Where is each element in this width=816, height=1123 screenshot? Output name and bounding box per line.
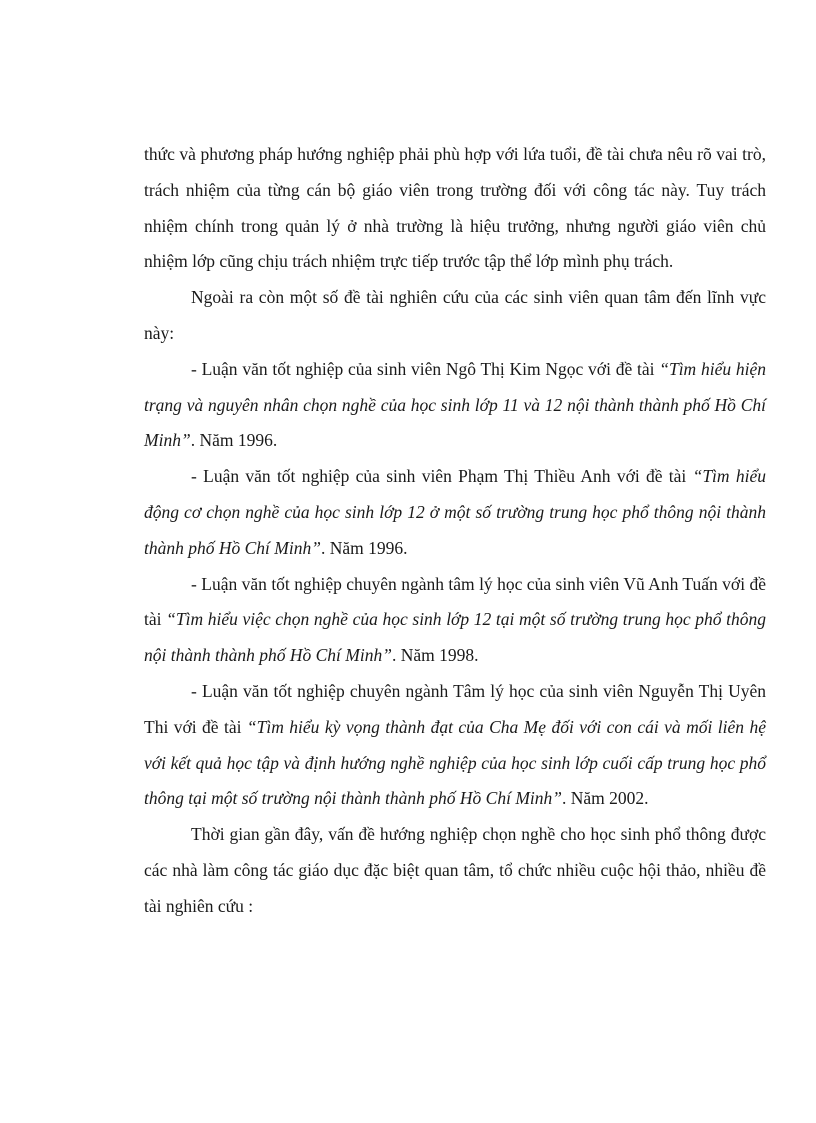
paragraph-2 xyxy=(144,280,766,352)
paragraph-3-title: “Tìm hiểu hiện trạng và nguyên nhân chọn nghề của học sinh lớp 11 và 12 nội thành thành phố Hồ Chí Minh” xyxy=(144,358,766,451)
paragraph-3-year: . Năm 1996. xyxy=(190,430,278,451)
paragraph-6-year: . Năm 2002. xyxy=(562,788,649,809)
paragraph-5 xyxy=(144,567,766,674)
body-text xyxy=(144,137,766,925)
paragraph-4 xyxy=(144,459,766,566)
paragraph-7-text: Thời gian gần đây, vấn đề hướng nghiệp chọn nghề cho học sinh phổ thông được các nhà làm công tác giáo dục đặc biệt quan tâm, tổ chức nhiều cuộc hội thảo, nhiều đề tài nghiên cứu : xyxy=(144,824,766,916)
paragraph-1-text: thức và phương pháp hướng nghiệp phải phù hợp với lứa tuổi, đề tài chưa nêu rõ vai trò, trách nhiệm của từng cán bộ giáo viên trong trường đối với công tác này. Tuy trách nhiệm chính trong quản lý ở nhà trường là hiệu trưởng, nhưng người giáo viên chủ nhiệm lớp cũng chịu trách nhiệm trực tiếp trước tập thể lớp mình phụ trách. xyxy=(144,144,766,272)
paragraph-5-title: “Tìm hiểu việc chọn nghề của học sinh lớp 12 tại một số trường trung học phổ thông nội thành thành phố Hồ Chí Minh” xyxy=(144,609,766,666)
paragraph-4-lead: - Luận văn tốt nghiệp của sinh viên Phạm Thị Thiều Anh với đề tài xyxy=(191,466,693,487)
paragraph-3 xyxy=(144,352,766,459)
paragraph-2-text: Ngoài ra còn một số đề tài nghiên cứu của các sinh viên quan tâm đến lĩnh vực này: xyxy=(144,287,766,343)
paragraph-7 xyxy=(144,817,766,924)
paragraph-1 xyxy=(144,137,766,280)
paragraph-4-title: “Tìm hiểu động cơ chọn nghề của học sinh lớp 12 ở một số trường trung học phổ thông nội thành thành phố Hồ Chí Minh” xyxy=(144,466,766,558)
paragraph-5-lead: - Luận văn tốt nghiệp chuyên ngành tâm lý học của sinh viên Vũ Anh Tuấn với đề tài xyxy=(144,573,766,630)
paragraph-5-year: . Năm 1998. xyxy=(391,645,479,666)
paragraph-3-lead: - Luận văn tốt nghiệp của sinh viên Ngô Thị Kim Ngọc với đề tài xyxy=(191,358,660,379)
paragraph-6-title: “Tìm hiểu kỳ vọng thành đạt của Cha Mẹ đối với con cái và mối liên hệ với kết quả học tập và định hướng nghề nghiệp của học sinh lớp cuối cấp trung học phổ thông tại một số trường nội thành thành phố Hồ Chí Minh” xyxy=(144,716,766,809)
paragraph-4-year: . Năm 1996. xyxy=(320,537,408,558)
paragraph-6 xyxy=(144,674,766,817)
paragraph-6-lead: - Luận văn tốt nghiệp chuyên ngành Tâm lý học của sinh viên Nguyễn Thị Uyên Thi với đề tài xyxy=(144,680,766,737)
